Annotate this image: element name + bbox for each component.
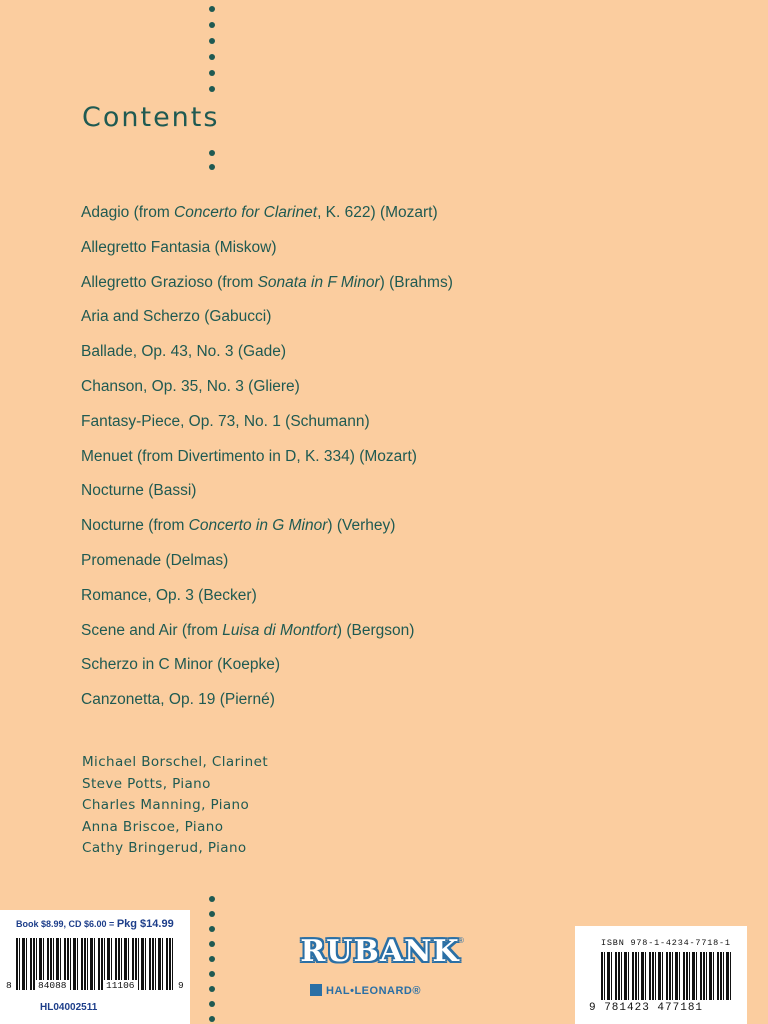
contents-item-text: Fantasy-Piece, Op. 73, No. 1 (Schumann) <box>81 412 370 430</box>
contents-item-text: Scherzo in C Minor (Koepke) <box>81 656 280 674</box>
contents-item-text-tail: ) (Verhey) <box>327 517 396 535</box>
hal-leonard-text: HAL•LEONARD® <box>326 985 421 997</box>
contents-item-text: Nocturne (Bassi) <box>81 482 197 500</box>
contents-item-text: Scene and Air (from <box>81 621 223 639</box>
hal-leonard-icon <box>310 984 322 996</box>
contents-item <box>81 550 453 585</box>
contents-item <box>81 376 453 411</box>
contents-item-work-title: Sonata in F Minor <box>257 273 380 291</box>
contents-heading: Contents <box>82 102 220 133</box>
contents-item <box>81 272 453 307</box>
price-pkg: Pkg $14.99 <box>116 918 174 930</box>
contents-item <box>81 689 453 724</box>
isbn-label: ISBN 978-1-4234-7718-1 <box>601 938 731 948</box>
performer-credit: Anna Briscoe, Piano <box>82 818 224 835</box>
contents-item-text: Chanson, Op. 35, No. 3 (Gliere) <box>81 377 300 395</box>
contents-item-text-tail: ) (Bergson) <box>336 621 415 639</box>
bottom-dot-column <box>209 896 215 1024</box>
upc-lead-digit: 8 <box>6 980 12 991</box>
contents-item <box>81 306 453 341</box>
contents-item <box>81 446 453 481</box>
isbn-barcode-box <box>575 926 747 1024</box>
contents-item-text: Romance, Op. 3 (Becker) <box>81 586 257 604</box>
upc-left-digits: 84088 <box>38 980 67 991</box>
price-line <box>16 918 174 930</box>
performer-credits <box>82 752 268 860</box>
upc-check-digit: 9 <box>178 980 184 991</box>
performer-credit: Charles Manning, Piano <box>82 797 250 813</box>
contents-item-text: Canzonetta, Op. 19 (Pierné) <box>81 691 275 709</box>
contents-item-text: Allegretto Fantasia (Miskow) <box>81 238 277 256</box>
performer-credit: Cathy Bringerud, Piano <box>82 840 247 856</box>
contents-item-text: Promenade (Delmas) <box>81 551 229 569</box>
performer-credit: Michael Borschel, Clarinet <box>82 754 269 770</box>
sku-number: HL04002511 <box>40 1002 98 1013</box>
top-dot-column <box>209 6 215 170</box>
isbn-digits: 9 781423 477181 <box>589 1002 704 1014</box>
contents-item <box>81 515 453 550</box>
rubank-logo-text: RUBANK <box>300 934 460 969</box>
contents-item-text-tail: ) (Brahms) <box>379 273 453 291</box>
contents-item-text: Nocturne (from <box>81 517 189 535</box>
contents-item-work-title: Concerto in G Minor <box>188 517 328 535</box>
hal-leonard-logo <box>310 984 421 997</box>
contents-item-text: Ballade, Op. 43, No. 3 (Gade) <box>81 343 287 361</box>
contents-list <box>81 202 453 724</box>
upc-right-digits: 11106 <box>106 980 135 991</box>
isbn-barcode <box>601 952 733 1000</box>
contents-item-text: Menuet (from Divertimento in D, K. 334) (Mozart) <box>81 447 417 465</box>
contents-item <box>81 620 453 655</box>
contents-item <box>81 654 453 689</box>
contents-item-work-title: Concerto for Clarinet <box>174 204 318 221</box>
contents-item <box>81 202 453 237</box>
contents-item <box>81 585 453 620</box>
contents-item <box>81 237 453 272</box>
publisher-logo <box>300 934 466 1006</box>
contents-item-text: Allegretto Grazioso (from <box>81 273 258 291</box>
performer-credit: Steve Potts, Piano <box>82 775 211 792</box>
contents-item-text: Aria and Scherzo (Gabucci) <box>81 308 272 326</box>
contents-item <box>81 341 453 376</box>
price-book-cd: Book $8.99, CD $6.00 = <box>16 919 115 929</box>
contents-item <box>81 480 453 515</box>
contents-item-text: Adagio (from <box>81 204 175 221</box>
contents-item <box>81 411 453 446</box>
rubank-registered-mark: ® <box>458 936 464 945</box>
contents-item-work-title: Luisa di Montfort <box>222 621 337 639</box>
contents-item-text-tail: , K. 622) (Mozart) <box>317 204 438 221</box>
